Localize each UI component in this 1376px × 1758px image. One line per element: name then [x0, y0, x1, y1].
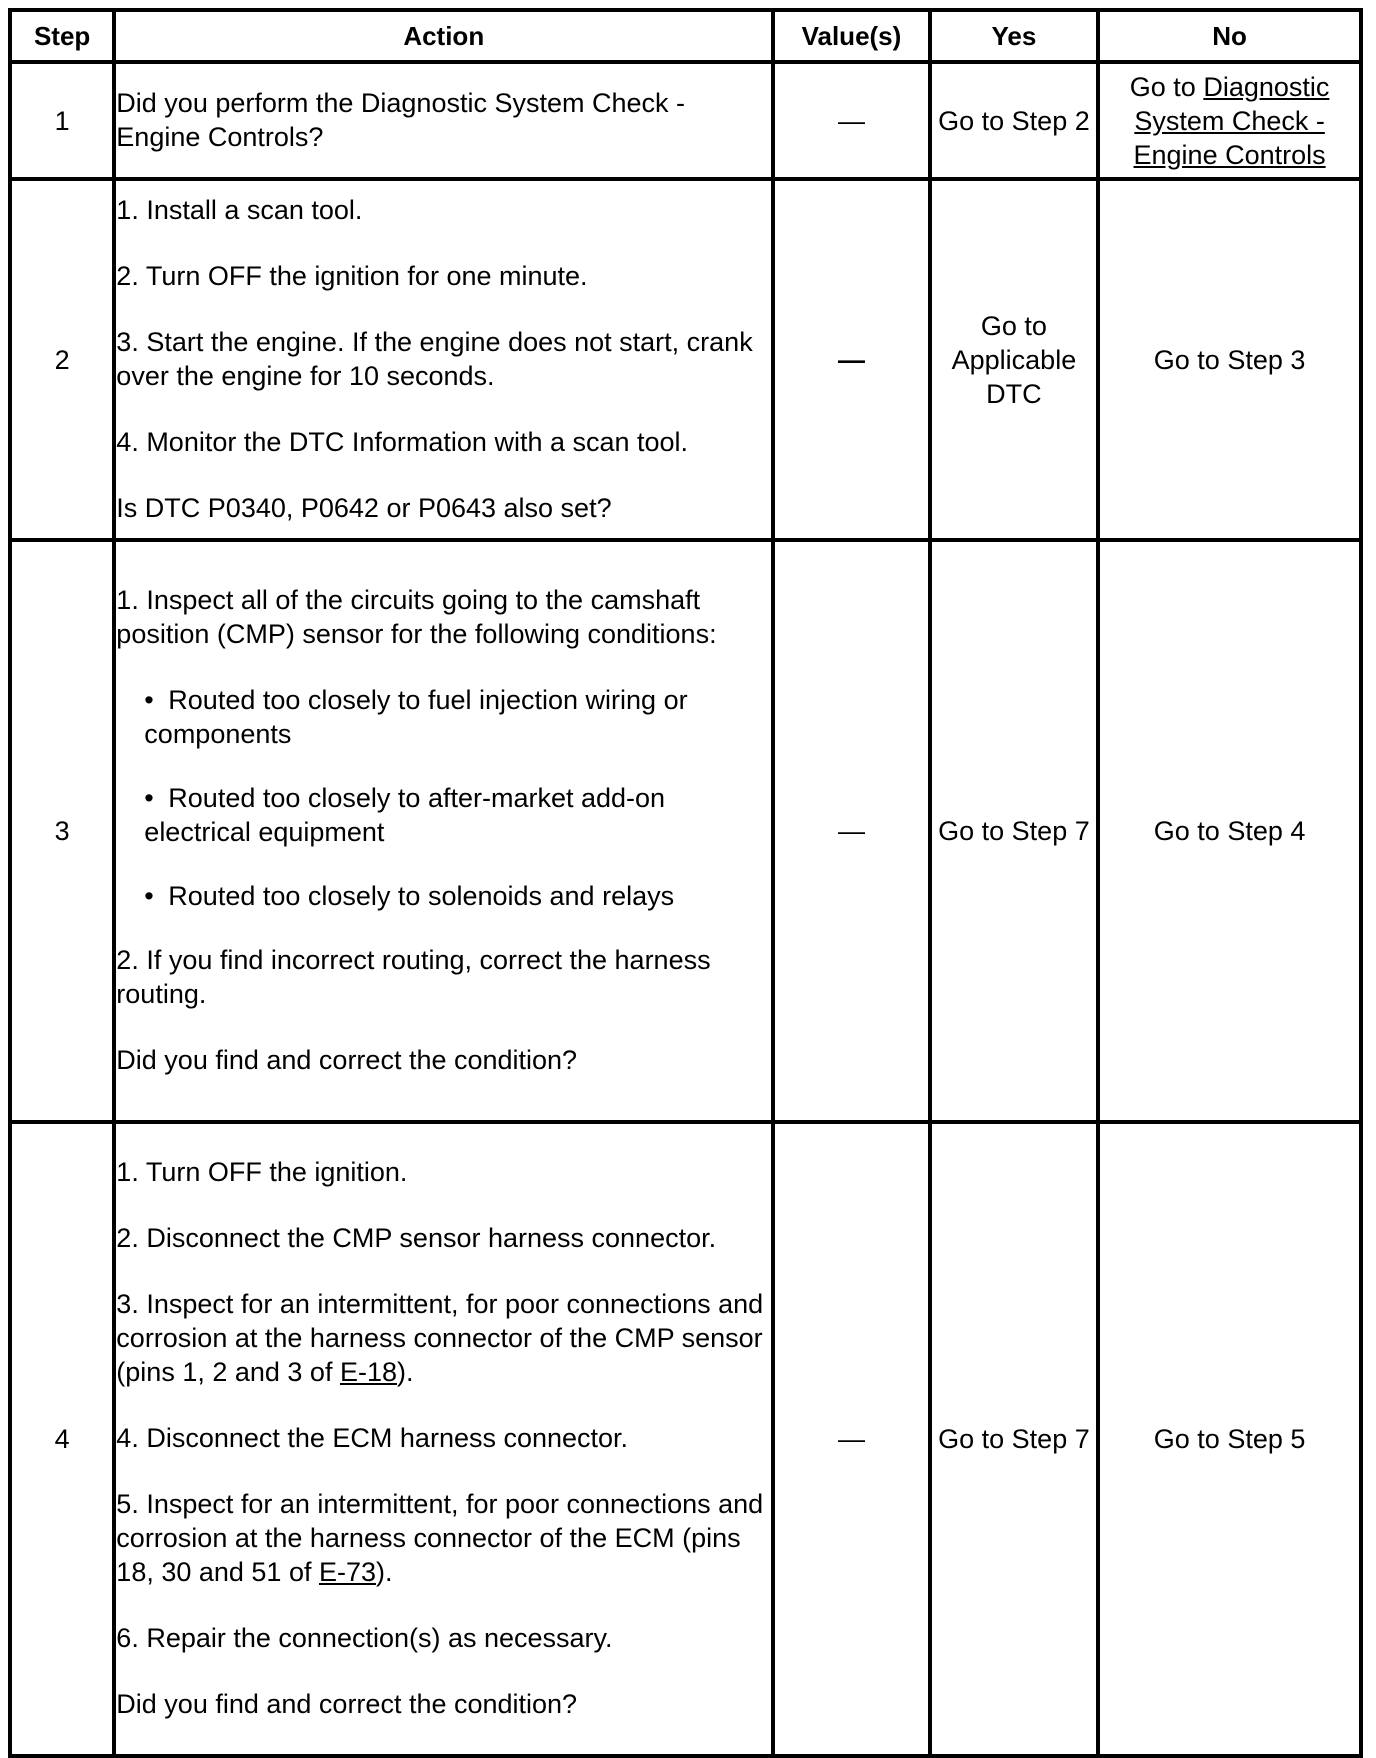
action-item: 1. Install a scan tool.: [116, 194, 363, 225]
bullet-item: • Routed too closely to solenoids and relays: [144, 881, 675, 911]
action-cell: [114, 62, 773, 179]
e-18-link[interactable]: E-18: [339, 1357, 397, 1387]
no-cell: Go to Step 5: [1098, 1122, 1361, 1756]
step-number: 1: [10, 62, 114, 179]
bullet-item: • Routed too closely to fuel injection wiring or components: [144, 685, 688, 749]
action-item: 1. Inspect all of the circuits going to the camshaft position (CMP) sensor for the following conditions:: [116, 585, 717, 649]
action-question: Did you find and correct the condition?: [116, 1689, 578, 1719]
yes-cell: Go to Step 7: [930, 540, 1098, 1122]
value-dash: —: [837, 344, 865, 375]
no-cell: Go to Step 4: [1098, 540, 1361, 1122]
table-row-step-3: [10, 540, 1361, 1122]
value-cell: [773, 62, 929, 179]
value-dash: —: [837, 816, 865, 846]
value-cell: [773, 179, 929, 540]
action-question: Did you find and correct the condition?: [116, 1045, 578, 1075]
value-dash: —: [837, 105, 865, 136]
table-row-step-4: [10, 1122, 1361, 1756]
action-cell: [114, 179, 773, 540]
action-item: 5. Inspect for an intermittent, for poor connections and corrosion at the harness connector of the ECM (pins 18, 30 and 51 of E-73).: [116, 1489, 764, 1587]
bullet-item: • Routed too closely to after-market add-on electrical equipment: [144, 783, 666, 847]
header-step: Step: [10, 10, 114, 62]
action-item: 2. Disconnect the CMP sensor harness connector.: [116, 1223, 717, 1253]
action-item: 6. Repair the connection(s) as necessary.: [116, 1623, 613, 1653]
value-dash: —: [837, 1424, 865, 1454]
action-item: 3. Start the engine. If the engine does not start, crank over the engine for 10 seconds.: [116, 326, 753, 391]
diagnostic-table: [8, 8, 1363, 1758]
e-73-link[interactable]: E-73: [318, 1557, 377, 1587]
action-item: 4. Disconnect the ECM harness connector.: [116, 1423, 629, 1453]
no-cell: Go to Step 3: [1098, 179, 1361, 540]
table-row-step-2: [10, 179, 1361, 540]
yes-cell: Go to Applicable DTC: [930, 179, 1098, 540]
action-item: 4. Monitor the DTC Information with a scan tool.: [116, 426, 689, 457]
header-row: [10, 10, 1361, 62]
yes-cell: Go to Step 2: [930, 62, 1098, 179]
action-item: 2. Turn OFF the ignition for one minute.: [116, 260, 588, 291]
action-cell: [114, 1122, 773, 1756]
action-cell: [114, 540, 773, 1122]
no-cell: [1098, 62, 1361, 179]
value-cell: [773, 1122, 929, 1756]
table-row-step-1: [10, 62, 1361, 179]
diagnostic-system-check-link[interactable]: Diagnostic System Check - Engine Controls: [1133, 71, 1330, 170]
action-text: Did you perform the Diagnostic System Check - Engine Controls?: [116, 87, 686, 152]
step-number: 2: [10, 179, 114, 540]
action-item: 1. Turn OFF the ignition.: [116, 1157, 408, 1187]
header-no: No: [1098, 10, 1361, 62]
header-values: Value(s): [773, 10, 929, 62]
step-number: 3: [10, 540, 114, 1122]
action-question: Is DTC P0340, P0642 or P0643 also set?: [116, 492, 612, 523]
action-item: 2. If you find incorrect routing, correct the harness routing.: [116, 945, 711, 1009]
action-item: 3. Inspect for an intermittent, for poor connections and corrosion at the harness connector of the CMP sensor (pins 1, 2 and 3 of E-18).: [116, 1289, 764, 1387]
yes-cell: Go to Step 7: [930, 1122, 1098, 1756]
value-cell: [773, 540, 929, 1122]
header-yes: Yes: [930, 10, 1098, 62]
no-prefix: Go to: [1129, 71, 1204, 102]
header-action: Action: [114, 10, 773, 62]
step-number: 4: [10, 1122, 114, 1756]
